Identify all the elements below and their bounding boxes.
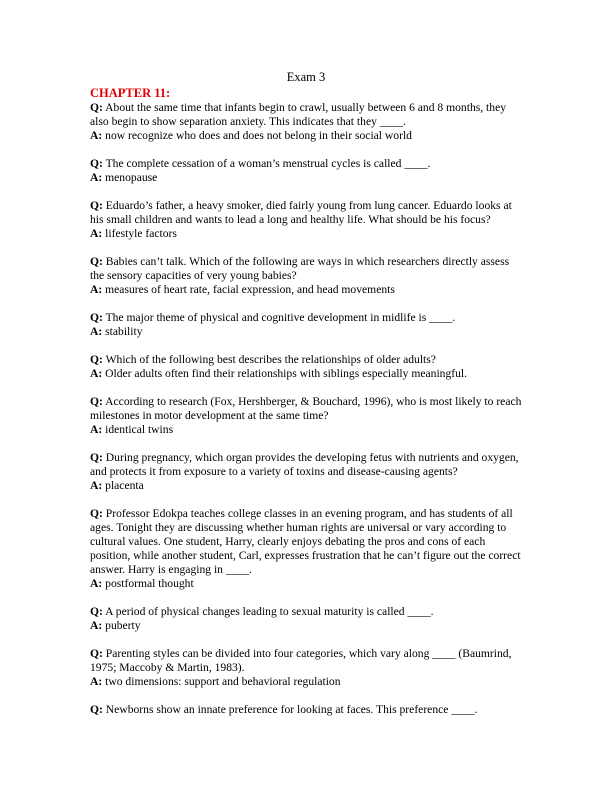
- qa-item: [90, 507, 522, 591]
- qa-item: [90, 395, 522, 437]
- question-label: Q:: [90, 647, 103, 660]
- answer-text: postformal thought: [105, 577, 194, 590]
- answer-text: measures of heart rate, facial expression, and head movements: [105, 283, 395, 296]
- answer: [90, 227, 522, 241]
- qa-item: [90, 311, 522, 339]
- question-text: Professor Edokpa teaches college classes in an evening program, and has students of all ages. Tonight they are discussing whether human rights are universal or vary according to cultural values. One student, Harry, clearly enjoys debating the pros and cons of each position, while another student, Carl, expresses frustration that he can’t figure out the correct answer. Harry is engaging in ____.: [90, 507, 521, 576]
- answer: [90, 479, 522, 493]
- answer: [90, 577, 522, 591]
- answer: [90, 367, 522, 381]
- answer-label: A:: [90, 367, 103, 380]
- question-label: Q:: [90, 507, 103, 520]
- question-text: Eduardo’s father, a heavy smoker, died fairly young from lung cancer. Eduardo looks at his small children and wants to lead a long and healthy life. What should be his focus?: [90, 199, 512, 226]
- question: [90, 451, 522, 479]
- answer-label: A:: [90, 227, 103, 240]
- answer-text: puberty: [105, 619, 141, 632]
- answer: [90, 619, 522, 633]
- answer-label: A:: [90, 479, 103, 492]
- answer: [90, 129, 522, 143]
- question: [90, 507, 522, 577]
- question: [90, 101, 522, 129]
- question-label: Q:: [90, 353, 103, 366]
- question: [90, 255, 522, 283]
- question: [90, 395, 522, 423]
- qa-item: [90, 353, 522, 381]
- question: [90, 647, 522, 675]
- answer-label: A:: [90, 325, 103, 338]
- question-label: Q:: [90, 605, 103, 618]
- answer-text: placenta: [105, 479, 144, 492]
- exam-page: [90, 70, 522, 731]
- answer-text: Older adults often find their relationships with siblings especially meaningful.: [105, 367, 468, 380]
- question-text: About the same time that infants begin to crawl, usually between 6 and 8 months, they also begin to show separation anxiety. This indicates that they ____.: [90, 101, 507, 128]
- answer-text: two dimensions: support and behavioral regulation: [105, 675, 341, 688]
- question: [90, 353, 522, 367]
- answer-label: A:: [90, 423, 103, 436]
- qa-item: [90, 255, 522, 297]
- question-label: Q:: [90, 101, 103, 114]
- answer: [90, 675, 522, 689]
- question-label: Q:: [90, 157, 103, 170]
- question: [90, 605, 522, 619]
- question-text: The major theme of physical and cognitive development in midlife is ____.: [105, 311, 456, 324]
- question-text: The complete cessation of a woman’s menstrual cycles is called ____.: [105, 157, 431, 170]
- page-title: Exam 3: [286, 70, 326, 84]
- qa-item: [90, 703, 522, 717]
- question-text: Which of the following best describes the relationships of older adults?: [105, 353, 436, 366]
- question-text: Newborns show an innate preference for looking at faces. This preference ____.: [105, 703, 478, 716]
- question-text: According to research (Fox, Hershberger, & Bouchard, 1996), who is most likely to reach milestones in motor development at the same time?: [90, 395, 522, 422]
- answer-text: now recognize who does and does not belong in their social world: [105, 129, 412, 142]
- chapter-heading: CHAPTER 11:: [90, 86, 171, 100]
- question-label: Q:: [90, 255, 103, 268]
- qa-item: [90, 647, 522, 689]
- question: [90, 199, 522, 227]
- answer-text: menopause: [105, 171, 158, 184]
- answer-text: stability: [105, 325, 143, 338]
- answer-label: A:: [90, 619, 103, 632]
- question: [90, 157, 522, 171]
- question-label: Q:: [90, 311, 103, 324]
- answer: [90, 171, 522, 185]
- question-text: Babies can’t talk. Which of the following are ways in which researchers directly assess the sensory capacities of very young babies?: [90, 255, 510, 282]
- answer-text: lifestyle factors: [105, 227, 177, 240]
- answer-label: A:: [90, 171, 103, 184]
- answer: [90, 325, 522, 339]
- answer-label: A:: [90, 129, 103, 142]
- answer-label: A:: [90, 577, 103, 590]
- qa-item: [90, 451, 522, 493]
- qa-item: [90, 605, 522, 633]
- answer-label: A:: [90, 675, 103, 688]
- question-text: During pregnancy, which organ provides the developing fetus with nutrients and oxygen, and protects it from exposure to a variety of toxins and disease-causing agents?: [90, 451, 519, 478]
- question-text: A period of physical changes leading to sexual maturity is called ____.: [105, 605, 434, 618]
- answer-label: A:: [90, 283, 103, 296]
- answer: [90, 283, 522, 297]
- answer: [90, 423, 522, 437]
- question: [90, 311, 522, 325]
- question: [90, 703, 522, 717]
- question-label: Q:: [90, 451, 103, 464]
- qa-item: [90, 157, 522, 185]
- question-label: Q:: [90, 199, 103, 212]
- qa-item: [90, 101, 522, 143]
- question-label: Q:: [90, 703, 103, 716]
- question-text: Parenting styles can be divided into four categories, which vary along ____ (Baumrind, 1975; Maccoby & Martin, 1983).: [90, 647, 512, 674]
- question-label: Q:: [90, 395, 103, 408]
- answer-text: identical twins: [105, 423, 174, 436]
- qa-item: [90, 199, 522, 241]
- qa-list: [90, 101, 522, 717]
